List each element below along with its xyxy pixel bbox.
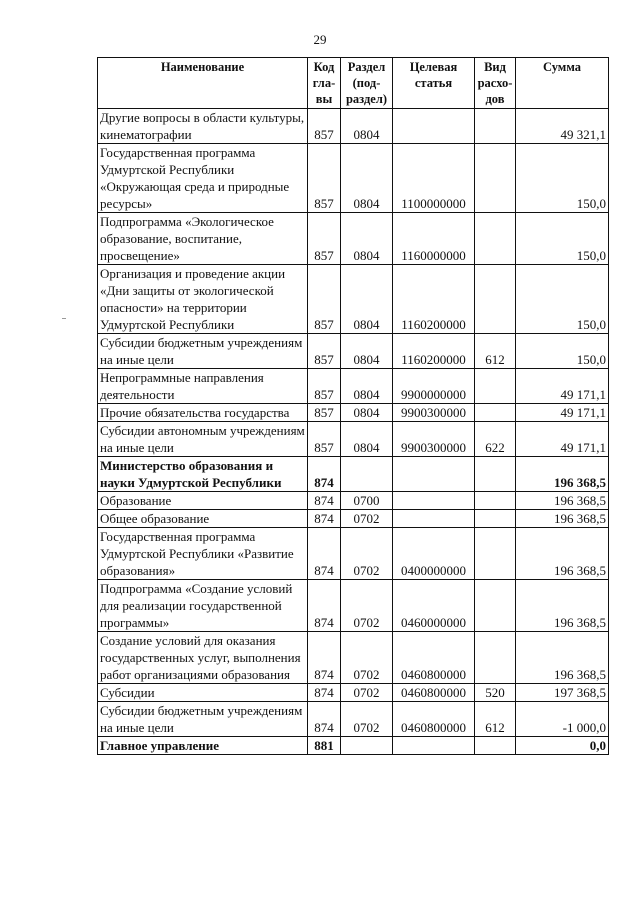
cell-section: 0804 xyxy=(341,109,393,144)
cell-section xyxy=(341,737,393,755)
cell-target xyxy=(393,109,475,144)
margin-mark xyxy=(62,318,66,319)
cell-sum: 196 368,5 xyxy=(516,510,609,528)
header-name: Наименование xyxy=(98,58,308,109)
table-row xyxy=(98,369,609,404)
cell-section: 0702 xyxy=(341,632,393,684)
cell-section: 0702 xyxy=(341,510,393,528)
table-row xyxy=(98,528,609,580)
cell-code: 857 xyxy=(308,422,341,457)
table-row xyxy=(98,737,609,755)
cell-vid xyxy=(475,632,516,684)
cell-sum: 150,0 xyxy=(516,144,609,213)
cell-name: Организация и проведение акции «Дни защиты от экологической опасности» на территории Удмуртской Республики xyxy=(98,265,308,334)
cell-code: 857 xyxy=(308,334,341,369)
cell-section: 0700 xyxy=(341,492,393,510)
cell-sum: 49 171,1 xyxy=(516,404,609,422)
table-row xyxy=(98,510,609,528)
budget-table xyxy=(97,57,609,755)
cell-target: 1160200000 xyxy=(393,334,475,369)
cell-name: Образование xyxy=(98,492,308,510)
cell-sum: 196 368,5 xyxy=(516,528,609,580)
cell-sum: 196 368,5 xyxy=(516,457,609,492)
cell-sum: 196 368,5 xyxy=(516,632,609,684)
header-target: Целевая статья xyxy=(393,58,475,109)
cell-vid xyxy=(475,580,516,632)
cell-section: 0804 xyxy=(341,334,393,369)
cell-target: 0460800000 xyxy=(393,684,475,702)
table-row xyxy=(98,580,609,632)
cell-sum: -1 000,0 xyxy=(516,702,609,737)
cell-vid xyxy=(475,457,516,492)
cell-sum: 197 368,5 xyxy=(516,684,609,702)
cell-code: 874 xyxy=(308,457,341,492)
cell-target: 0460000000 xyxy=(393,580,475,632)
header-section: Раздел (под- раздел) xyxy=(341,58,393,109)
cell-name: Главное управление xyxy=(98,737,308,755)
table-row xyxy=(98,265,609,334)
cell-code: 874 xyxy=(308,528,341,580)
cell-section: 0702 xyxy=(341,580,393,632)
cell-code: 881 xyxy=(308,737,341,755)
table-row xyxy=(98,404,609,422)
cell-sum: 49 171,1 xyxy=(516,369,609,404)
cell-target: 9900000000 xyxy=(393,369,475,404)
cell-vid xyxy=(475,213,516,265)
cell-code: 857 xyxy=(308,369,341,404)
cell-vid xyxy=(475,144,516,213)
header-code: Код гла- вы xyxy=(308,58,341,109)
cell-code: 874 xyxy=(308,702,341,737)
cell-sum: 49 171,1 xyxy=(516,422,609,457)
cell-target xyxy=(393,457,475,492)
cell-code: 857 xyxy=(308,144,341,213)
cell-vid xyxy=(475,369,516,404)
cell-name: Субсидии xyxy=(98,684,308,702)
cell-section: 0804 xyxy=(341,404,393,422)
page-number: 29 xyxy=(313,32,327,47)
cell-vid: 612 xyxy=(475,702,516,737)
table-row xyxy=(98,213,609,265)
cell-name: Государственная программа Удмуртской Республики «Окружающая среда и природные ресурсы» xyxy=(98,144,308,213)
table-header-row xyxy=(98,58,609,109)
cell-vid: 612 xyxy=(475,334,516,369)
cell-target: 9900300000 xyxy=(393,404,475,422)
cell-code: 874 xyxy=(308,510,341,528)
cell-code: 857 xyxy=(308,213,341,265)
table-row xyxy=(98,702,609,737)
cell-sum: 49 321,1 xyxy=(516,109,609,144)
cell-name: Подпрограмма «Экологическое образование, воспитание, просвещение» xyxy=(98,213,308,265)
cell-sum: 150,0 xyxy=(516,334,609,369)
cell-name: Общее образование xyxy=(98,510,308,528)
cell-section: 0804 xyxy=(341,422,393,457)
cell-target: 1160200000 xyxy=(393,265,475,334)
cell-name: Субсидии бюджетным учреждениям на иные цели xyxy=(98,334,308,369)
cell-code: 857 xyxy=(308,404,341,422)
cell-name: Прочие обязательства государства xyxy=(98,404,308,422)
header-sum: Сумма xyxy=(516,58,609,109)
cell-vid xyxy=(475,265,516,334)
header-vid: Вид расхо- дов xyxy=(475,58,516,109)
cell-target: 0460800000 xyxy=(393,632,475,684)
cell-target: 0400000000 xyxy=(393,528,475,580)
table-row xyxy=(98,632,609,684)
cell-target: 1160000000 xyxy=(393,213,475,265)
cell-code: 874 xyxy=(308,632,341,684)
cell-vid xyxy=(475,404,516,422)
cell-sum: 150,0 xyxy=(516,213,609,265)
cell-name: Государственная программа Удмуртской Республики «Развитие образования» xyxy=(98,528,308,580)
cell-section: 0702 xyxy=(341,702,393,737)
cell-name: Субсидии автономным учреждениям на иные цели xyxy=(98,422,308,457)
cell-code: 874 xyxy=(308,580,341,632)
cell-name: Создание условий для оказания государственных услуг, выполнения работ организациями образования xyxy=(98,632,308,684)
cell-vid: 520 xyxy=(475,684,516,702)
cell-section: 0804 xyxy=(341,213,393,265)
cell-code: 874 xyxy=(308,492,341,510)
cell-section: 0804 xyxy=(341,265,393,334)
table-row xyxy=(98,492,609,510)
cell-vid xyxy=(475,109,516,144)
cell-sum: 0,0 xyxy=(516,737,609,755)
cell-section: 0804 xyxy=(341,369,393,404)
cell-vid xyxy=(475,737,516,755)
cell-vid xyxy=(475,510,516,528)
table-row xyxy=(98,109,609,144)
table-row xyxy=(98,684,609,702)
cell-section xyxy=(341,457,393,492)
cell-sum: 196 368,5 xyxy=(516,492,609,510)
cell-target xyxy=(393,510,475,528)
cell-target: 1100000000 xyxy=(393,144,475,213)
cell-code: 874 xyxy=(308,684,341,702)
cell-vid xyxy=(475,528,516,580)
cell-sum: 150,0 xyxy=(516,265,609,334)
cell-target: 9900300000 xyxy=(393,422,475,457)
table-row xyxy=(98,457,609,492)
cell-name: Подпрограмма «Создание условий для реализации государственной программы» xyxy=(98,580,308,632)
cell-section: 0702 xyxy=(341,528,393,580)
cell-target xyxy=(393,737,475,755)
cell-sum: 196 368,5 xyxy=(516,580,609,632)
cell-section: 0804 xyxy=(341,144,393,213)
cell-vid: 622 xyxy=(475,422,516,457)
cell-name: Другие вопросы в области культуры, кинематографии xyxy=(98,109,308,144)
cell-code: 857 xyxy=(308,265,341,334)
cell-section: 0702 xyxy=(341,684,393,702)
table-row xyxy=(98,422,609,457)
cell-name: Министерство образования и науки Удмуртской Республики xyxy=(98,457,308,492)
cell-name: Непрограммные направления деятельности xyxy=(98,369,308,404)
cell-vid xyxy=(475,492,516,510)
cell-name: Субсидии бюджетным учреждениям на иные цели xyxy=(98,702,308,737)
cell-target xyxy=(393,492,475,510)
cell-target: 0460800000 xyxy=(393,702,475,737)
table-row xyxy=(98,144,609,213)
table-row xyxy=(98,334,609,369)
table-body xyxy=(98,109,609,755)
cell-code: 857 xyxy=(308,109,341,144)
